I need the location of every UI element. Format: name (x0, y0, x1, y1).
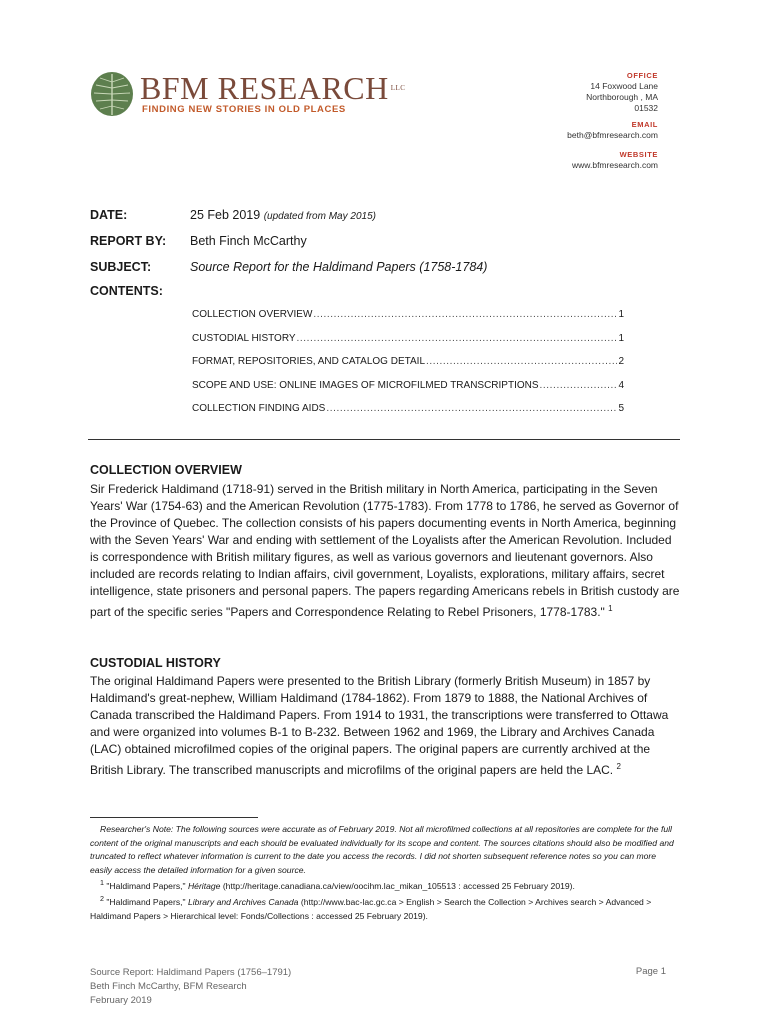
office-line: 14 Foxwood Lane (590, 81, 658, 91)
office-line: 01532 (634, 103, 658, 113)
toc-entry[interactable] (192, 333, 624, 344)
footnote-1: $^1$ "Haldimand Papers," Héritage (http://heritage.canadiana.ca/view/oocihm.lac_mikan_105513 : accessed 25 February 2019). (100, 879, 575, 891)
toc-page: 2 (618, 356, 624, 367)
toc-page: 1 (618, 309, 624, 320)
footnote-divider (90, 817, 258, 818)
custodial-heading: CUSTODIAL HISTORY (90, 656, 221, 670)
contents-label: CONTENTS: (90, 284, 163, 298)
footnote-ref[interactable]: 2 (616, 762, 621, 771)
toc-leader (297, 333, 618, 344)
footnote-2: $^2$ "Haldimand Papers," Library and Archives Canada (http://www.bac-lac.gc.ca > English > Search the Collection > Archives search > Advanced > Haldimand Papers > Hierarchical level: Fonds/Collections : accessed 25 February 2019). (90, 895, 652, 921)
logo-title: BFM RESEARCH $^{LLC}$ (140, 70, 406, 106)
toc-leader (540, 380, 618, 391)
custodial-text: The original Haldimand Papers were presented to the British Library (formerly British Museum) in 1857 by Haldimand's great-nephew, William Haldimand (1784-1862). From 1879 to 1888, the National Archives of Canada transcribed the Haldimand Papers. From 1914 to 1931, the transcriptions were transferred to Ottawa and were organized into volumes B-1 to B-232. Between 1962 and 1969, the Library and Archives Canada (LAC) obtained microfilmed copies of the original papers. The original papers are currently archived at the British Library. The transcribed manuscripts and microfilms of the original papers are held the LAC. $^2$ (90, 674, 669, 777)
toc-entry[interactable] (192, 403, 624, 414)
leaf-icon (88, 70, 136, 118)
researcher-note: Researcher's Note: The following sources were accurate as of February 2019. Not all microfilmed collections at all repositories are complete for the full content of the original manuscripts and each should be evaluated individually for its scope and content. The sources citations should also be modified and truncated to reflect whatever information is current to the date you access the records. I did not shorten subsequent reference notes so you can more easily access the detailed information for a given source. (90, 824, 674, 875)
company-logo (88, 70, 406, 120)
overview-heading: COLLECTION OVERVIEW (90, 463, 242, 477)
footer-line: Source Report: Haldimand Papers (1756–1791) (90, 967, 292, 978)
toc-title: COLLECTION FINDING AIDS (192, 403, 326, 414)
date-label: DATE: (90, 208, 128, 222)
subject-value: Source Report for the Haldimand Papers (1758-1784) (190, 260, 488, 274)
website-value: www.bfmresearch.com (572, 160, 658, 170)
footer-line: February 2019 (90, 995, 152, 1006)
toc-title: SCOPE AND USE: ONLINE IMAGES OF MICROFILMED TRANSCRIPTIONS (192, 380, 539, 391)
date-note: (updated from May 2015) (263, 211, 376, 222)
report-by-value: Beth Finch McCarthy (190, 234, 307, 248)
toc-title: FORMAT, REPOSITORIES, AND CATALOG DETAIL (192, 356, 426, 367)
footnotes (90, 823, 680, 923)
page-number: Page 1 (635, 966, 666, 977)
subject-label: SUBJECT: (90, 260, 152, 274)
logo-tagline: FINDING NEW STORIES IN OLD PLACES (142, 104, 346, 115)
website-label: WEBSITE (619, 150, 658, 159)
toc-page: 5 (618, 403, 624, 414)
toc-entry[interactable] (192, 309, 624, 320)
section-divider (88, 439, 680, 440)
toc-title: COLLECTION OVERVIEW (192, 309, 313, 320)
office-line: Northborough , MA (586, 92, 658, 102)
date-value: 25 Feb 2019 (updated from May 2015) (190, 208, 376, 222)
toc-leader (426, 356, 617, 367)
toc-entry[interactable] (192, 380, 624, 391)
overview-text: Sir Frederick Haldimand (1718-91) served in the British military in North America, participating in the Seven Years' War (1754-63) and the American Revolution (1775-1783). From 1778 to 1786, he served as Governor of the Province of Quebec. The collection consists of his papers documenting events in North America, beginning with the Seven Years' War and ending with settlement of the Loyalists after the American Revolution. Included is correspondence with British military figures, as well as various governors and lieutenant governors. Also included are records relating to Indian affairs, civil government, Loyalists, explorations, military affairs, secret intelligence, state prisoners and personal papers. The papers regarding Americans rebels in British custody are part of the specific series "Papers and Correspondence Relating to Rebel Prisoners, 1778-1783." $^1$ (90, 482, 680, 619)
page-footer (90, 966, 291, 1008)
footer-line: Beth Finch McCarthy, BFM Research (90, 981, 247, 992)
email-value: beth@bfmresearch.com (567, 130, 658, 140)
office-label: OFFICE (626, 71, 658, 80)
toc-entry[interactable] (192, 356, 624, 367)
email-label: EMAIL (631, 120, 658, 129)
report-by-label: REPORT BY: (90, 234, 167, 248)
contact-block (567, 70, 658, 171)
toc-page: 1 (618, 333, 624, 344)
toc-leader (313, 309, 617, 320)
footnote-ref[interactable]: 1 (608, 604, 613, 613)
toc-leader (326, 403, 617, 414)
toc-title: CUSTODIAL HISTORY (192, 333, 296, 344)
toc-page: 4 (618, 380, 624, 391)
logo-llc: LLC (390, 84, 406, 92)
